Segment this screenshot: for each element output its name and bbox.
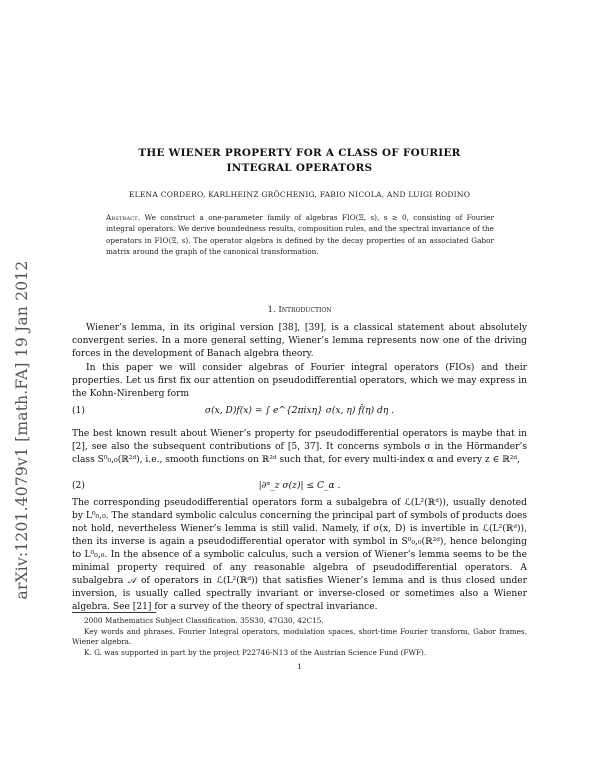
paragraph-4: The corresponding pseudodifferential operators form a subalgebra of ℒ(L²(ℝᵈ)), usually denoted by L⁰₀,₀. The standard symbolic calculus concerning the principal part of symbols of products does not hold, nevertheless Wiener’s lemma is still valid. Namely, if σ(x, D) is invertible in ℒ(L²(ℝᵈ)), then its inverse is again a pseudodifferential operator with symbol in S⁰₀,₀(ℝ²ᵈ), hence belonging to L⁰₀,₀. In the absence of a symbolic calculus, such a version of Wiener’s lemma seems to be the minimal property required of any reasonable algebra of pseudodifferential operators. A subalgebra 𝒜 of operators in ℒ(L²(ℝᵈ)) that satisfies Wiener’s lemma and is thus closed under inversion, is usually called spectrally invariant or inverse-closed or sometimes also a Wiener algebra. See [21] for a survey of the theory of spectral invariance.	[72, 498, 527, 612]
title-line-1: THE WIENER PROPERTY FOR A CLASS OF FOURIER	[138, 147, 461, 159]
arxiv-sidebar	[0, 0, 36, 776]
equation-2	[72, 481, 527, 495]
abstract-text: We construct a one-parameter family of algebras FIO(Ξ, s), s ≥ 0, consisting of Fourier integral operators. We derive boundedness results, composition rules, and the spectral invariance of the operators in FIO(Ξ, s). The operator algebra is defined by the decay properties of an associated Gabor matrix around the graph of the canonical transformation.	[106, 213, 494, 257]
abstract	[106, 212, 494, 258]
paragraph-1: Wiener’s lemma, in its original version [38], [39], is a classical statement about absolutely convergent series. In a more general setting, Wiener’s lemma represents now one of the driving forces in the development of Banach algebra theory.	[72, 323, 527, 359]
footnotes	[72, 616, 527, 658]
footnote-divider	[72, 612, 156, 613]
footnote-keywords: Key words and phrases. Fourier Integral operators, modulation spaces, short-time Fourier transform, Gabor frames, Wiener algebra.	[72, 626, 527, 647]
arxiv-identifier: arXiv:1201.4079v1 [math.FA] 19 Jan 2012	[13, 260, 31, 600]
paper-title	[72, 146, 527, 176]
footnote-funding: K. G. was supported in part by the project P22746-N13 of the Austrian Science Fund (FWF).	[84, 647, 427, 657]
author-list: ELENA CORDERO, KARLHEINZ GRÖCHENIG, FABIO NICOLA, AND LUIGI RODINO	[128, 190, 471, 199]
page-number: 1	[297, 662, 302, 671]
paragraph-3: The best known result about Wiener’s property for pseudodifferential operators is maybe that in [2], see also the subsequent contributions of [5, 37]. It concerns symbols σ in the Hörmander’s class S⁰₀,₀(ℝ²ᵈ), i.e., smooth functions on ℝ²ᵈ such that, for every multi-index α and every z ∈ ℝ²ᵈ,	[72, 429, 527, 465]
equation-body: |∂ᵅ_z σ(z)| ≤ C_α .	[258, 481, 341, 491]
title-line-2: INTEGRAL OPERATORS	[226, 162, 373, 174]
footnote-msc: 2000 Mathematics Subject Classification. 35S30, 47G30, 42C15.	[84, 616, 324, 625]
abstract-label: Abstract.	[106, 213, 141, 222]
equation-number: (1)	[72, 406, 85, 416]
equation-1	[72, 406, 527, 420]
section-heading: 1. Introduction	[267, 305, 332, 315]
paragraph-2: In this paper we will consider algebras of Fourier integral operators (FIOs) and their properties. Let us first fix our attention on pseudodifferential operators, which we may express in the Kohn-Nirenberg form	[72, 363, 527, 399]
equation-number: (2)	[72, 481, 85, 491]
equation-body: σ(x, D)f(x) = ∫ e^{2πixη} σ(x, η) f̂(η) dη .	[204, 406, 395, 416]
